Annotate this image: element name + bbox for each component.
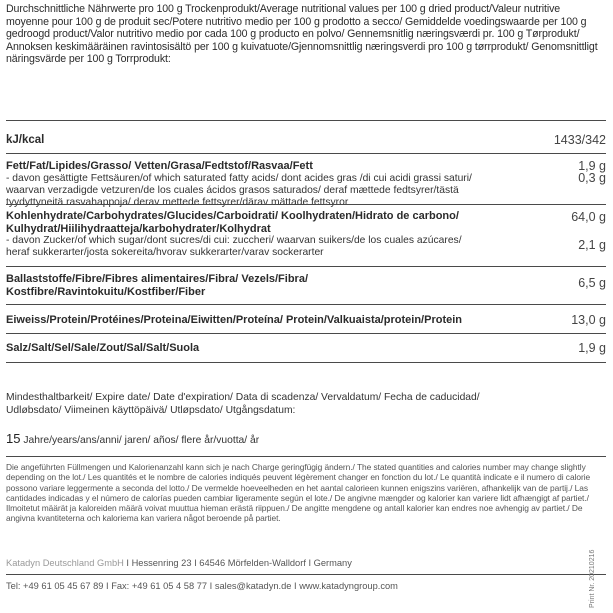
intro-text: Durchschnittliche Nährwerte pro 100 g Trockenprodukt/Average nutritional values per 100 g dried product/Valeur nutritive moyenne pour 100 g de produit sec/Potere nutritivo medio per 100 g prodotto a secco/ Gemiddelde voedingswaarde per 100 g gedroogd product/Valor nutritivo medio por cada 100 g producto en polvo/ Gennemsnitlig næringsværdi pr. 100 g Tørprodukt/ Annoksen keskimääräinen ravintosisältö per 100 g kuivatuote/Gjennomsnittlig næringsverdi pro 100 g tørrprodukt/ Genomsnittligt näringsvärde per 100 g Torrprodukt: xyxy=(6,3,598,66)
salt-label: Salz/Salt/Sel/Sale/Zout/Sal/Salt/Suola xyxy=(6,342,200,354)
fat-value: 1,9 g xyxy=(578,159,606,173)
protein-row xyxy=(6,314,606,327)
protein-value: 13,0 g xyxy=(571,313,606,327)
divider xyxy=(6,574,606,575)
company-address xyxy=(6,558,352,568)
divider xyxy=(6,456,606,457)
shelf-life-text: Jahre/years/ans/anni/ jaren/ años/ flere år/vuotta/ år xyxy=(23,435,260,446)
fat-row xyxy=(6,160,606,209)
saturated-fat-value: 0,3 g xyxy=(578,171,606,185)
protein-label: Eiweiss/Protein/Protéines/Proteina/Eiwitten/Proteína/ Protein/Valkuaista/protein/Protein xyxy=(6,314,463,326)
divider xyxy=(6,204,606,205)
contact-info: Tel: +49 61 05 45 67 89 I Fax: +49 61 05 4 58 77 I sales@katadyn.de I www.katadyngroup.com xyxy=(6,581,398,591)
fibre-row xyxy=(6,273,606,298)
divider xyxy=(6,120,606,121)
fibre-label: Ballaststoffe/Fibre/Fibres alimentaires/Fibra/ Vezels/Fibra/ Kostfibre/Ravintokuitu/Kostfiber/Fiber xyxy=(6,273,308,298)
carbs-value: 64,0 g xyxy=(571,210,606,224)
disclaimer-text: Die angeführten Füllmengen und Kalorienanzahl kann sich je nach Charge geringfügig ändern./ The stated quantities and calories number may change slightly depending on the lot./ Les quantités et le nombre de calories indiqués peuvent légèrement changer en fonction du lot./ Le quantità indicate e il numero di calorie possono variare leggermente a seconda del lotto./ De vermelde hoeveelheden en het aantal calorieen kunnen enigszins variëren, afhankelijk van de partij./ Las cantidades indicadas y el número de calorías pueden cambiar ligeramente según el lote./ De angivne mængder og kalorier kan variere lidt afhængigt af partiet./ Ilmoitetut määrät ja kaloreiden määrä voivat muuttua hieman erästä riippuen./ De angitte mengdene og antall kalorier kan endres noe avhengig av partiet./ De angivna kvantiteterna och kaloriema kan variera något beroende på partiet. xyxy=(6,462,591,524)
salt-value: 1,9 g xyxy=(578,341,606,355)
energy-value: 1433/342 xyxy=(553,133,606,147)
print-number: Print Nr. 20210216 xyxy=(589,549,596,608)
carbs-row xyxy=(6,210,606,259)
sugar-label: - davon Zucker/of which sugar/dont sucres/di cui: zuccheri/ waarvan suikers/de los cuales azúcares/ heraf sukkerarter/josta sokereita/hvorav sukkerarter/varav sockerarter xyxy=(6,235,462,259)
energy-row xyxy=(6,134,606,147)
salt-row xyxy=(6,342,606,355)
company-name: Katadyn Deutschland GmbH xyxy=(6,558,124,568)
address-text: I Hessenring 23 I 64546 Mörfelden-Walldorf I Germany xyxy=(123,558,352,568)
divider xyxy=(6,333,606,334)
sugar-value: 2,1 g xyxy=(578,238,606,252)
carbs-label: Kohlenhydrate/Carbohydrates/Glucides/Carboidrati/ Koolhydraten/Hidrato de carbono/ Kulhydrat/Hiilihydraatteja/karbohydrater/Kolhydrat xyxy=(6,210,459,235)
shelf-life xyxy=(6,431,259,446)
divider xyxy=(6,266,606,267)
divider xyxy=(6,304,606,305)
divider xyxy=(6,362,606,363)
saturated-fat-label: - davon gesättigte Fettsäuren/of which saturated fatty acids/ dont acides gras /di cui acidi grassi saturi/ waarvan verzadigde vetzuren/de los cuales ácidos grasos saturados/ deraf mættede fedtsyrer/tästä tyydyttyneitä rasvahappoja/ derav mettede fettsyrer/därav mättade fettsyror xyxy=(6,172,472,208)
expiry-date-label: Mindesthaltbarkeit/ Expire date/ Date d'expiration/ Data di scadenza/ Vervaldatum/ Fecha de caducidad/ Udløbsdato/ Viimeinen käyttöpäivä/ Utløpsdato/ Utgångsdatum: xyxy=(6,392,480,416)
shelf-life-number: 15 xyxy=(6,431,21,446)
divider xyxy=(6,153,606,154)
energy-label: kJ/kcal xyxy=(6,134,45,146)
fibre-value: 6,5 g xyxy=(578,276,606,290)
fat-label: Fett/Fat/Lipides/Grasso/ Vetten/Grasa/Fedtstof/Rasvaa/Fett xyxy=(6,160,313,172)
